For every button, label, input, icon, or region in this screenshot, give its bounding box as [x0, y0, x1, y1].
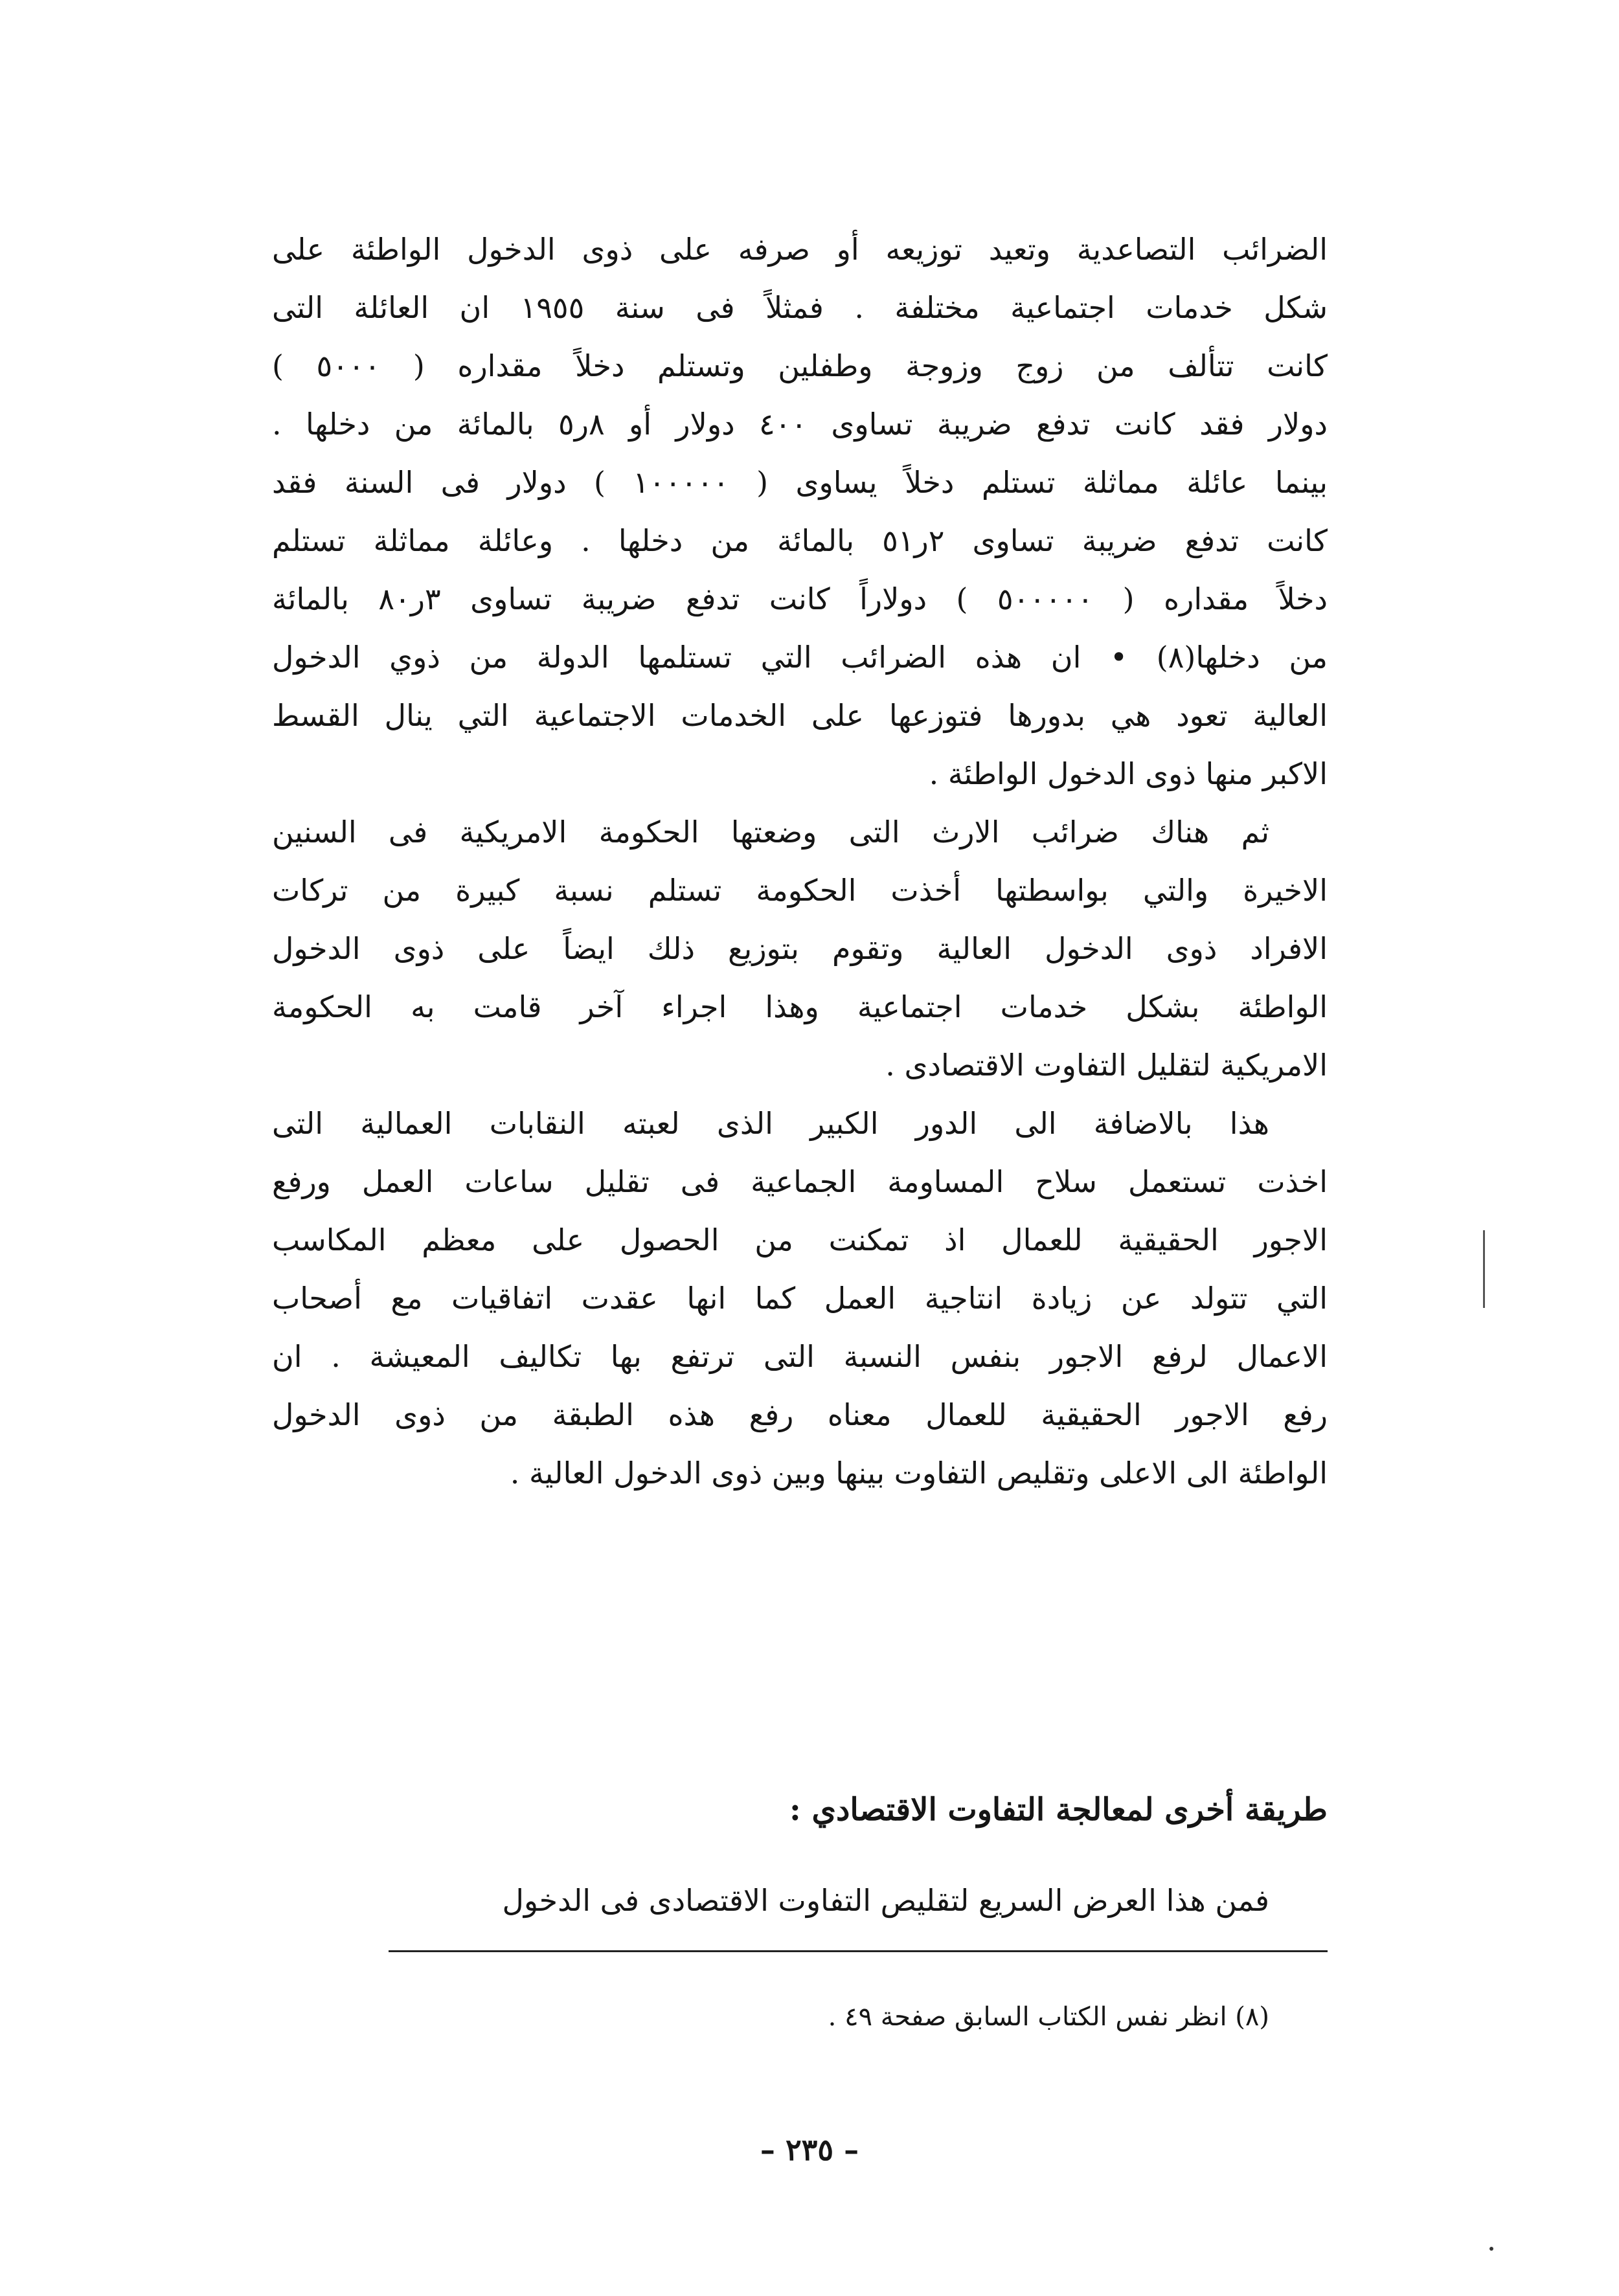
body-line: الافراد ذوى الدخول العالية وتقوم بتوزيع ذلك ايضاً على ذوى الدخول	[272, 931, 1328, 966]
body-line: اخذت تستعمل سلاح المساومة الجماعية فى تقليل ساعات العمل ورفع	[272, 1164, 1328, 1199]
closing-line: فمن هذا العرض السريع لتقليص التفاوت الاقتصادى فى الدخول	[502, 1883, 1269, 1918]
body-line: هذا بالاضافة الى الدور الكبير الذى لعبته النقابات العمالية التى	[272, 1106, 1269, 1141]
body-line: الاجور الحقيقية للعمال اذ تمكنت من الحصول على معظم المكاسب	[272, 1222, 1328, 1257]
scan-speck	[1489, 2247, 1493, 2251]
body-line: من دخلها(٨) • ان هذه الضرائب التي تستلمها الدولة من ذوي الدخول	[272, 640, 1328, 675]
body-line: الضرائب التصاعدية وتعيد توزيعه أو صرفه على ذوى الدخول الواطئة على	[272, 232, 1328, 267]
body-line: رفع الاجور الحقيقية للعمال معناه رفع هذه الطبقة من ذوى الدخول	[272, 1397, 1328, 1432]
body-line: كانت تدفع ضريبة تساوى ٢ر٥١ بالمائة من دخلها . وعائلة مماثلة تستلم	[272, 523, 1328, 558]
body-text	[272, 220, 1328, 1502]
body-line: العالية تعود هي بدورها فتوزعها على الخدمات الاجتماعية التي ينال القسط	[272, 698, 1328, 733]
body-line: الواطئة الى الاعلى وتقليص التفاوت بينها وبين ذوى الدخول العالية .	[510, 1456, 1328, 1491]
body-line: الاعمال لرفع الاجور بنفس النسبة التى ترتفع بها تكاليف المعيشة . ان	[272, 1339, 1328, 1374]
body-line: الاخيرة والتي بواسطتها أخذت الحكومة تستلم نسبة كبيرة من تركات	[272, 873, 1328, 908]
scan-edge-mark	[1483, 1230, 1485, 1308]
footnote: (٨) انظر نفس الكتاب السابق صفحة ٤٩ .	[828, 2002, 1269, 2032]
body-line: بينما عائلة مماثلة تستلم دخلاً يساوى ( ١٠٠٠٠٠ ) دولار فى السنة فقد	[272, 465, 1328, 500]
body-line: دخلاً مقداره ( ٥٠٠٠٠٠ ) دولاراً كانت تدفع ضريبة تساوى ٣ر٨٠ بالمائة	[272, 581, 1328, 616]
page-number: – ٢٣٥ –	[760, 2132, 859, 2167]
body-line: كانت تتألف من زوج وزوجة وطفلين وتستلم دخلاً مقداره ( ٥٠٠٠ )	[272, 348, 1328, 383]
body-line: ثم هناك ضرائب الارث التى وضعتها الحكومة الامريكية فى السنين	[272, 815, 1269, 850]
body-line: الواطئة بشكل خدمات اجتماعية وهذا اجراء آخر قامت به الحكومة	[272, 989, 1328, 1024]
closing-paragraph	[272, 1871, 1328, 1930]
footnote-divider	[389, 1950, 1328, 1952]
body-line: دولار فقد كانت تدفع ضريبة تساوى ٤٠٠ دولار أو ٨ر٥ بالمائة من دخلها .	[272, 407, 1328, 442]
body-line: الامريكية لتقليل التفاوت الاقتصادى .	[885, 1048, 1328, 1083]
body-line: شكل خدمات اجتماعية مختلفة . فمثلاً فى سنة ١٩٥٥ ان العائلة التى	[272, 290, 1328, 325]
body-line: الاكبر منها ذوى الدخول الواطئة .	[929, 756, 1328, 791]
body-line: التي تتولد عن زيادة انتاجية العمل كما انها عقدت اتفاقيات مع أصحاب	[272, 1281, 1328, 1316]
section-heading: طريقة أخرى لمعالجة التفاوت الاقتصادي :	[789, 1792, 1328, 1828]
